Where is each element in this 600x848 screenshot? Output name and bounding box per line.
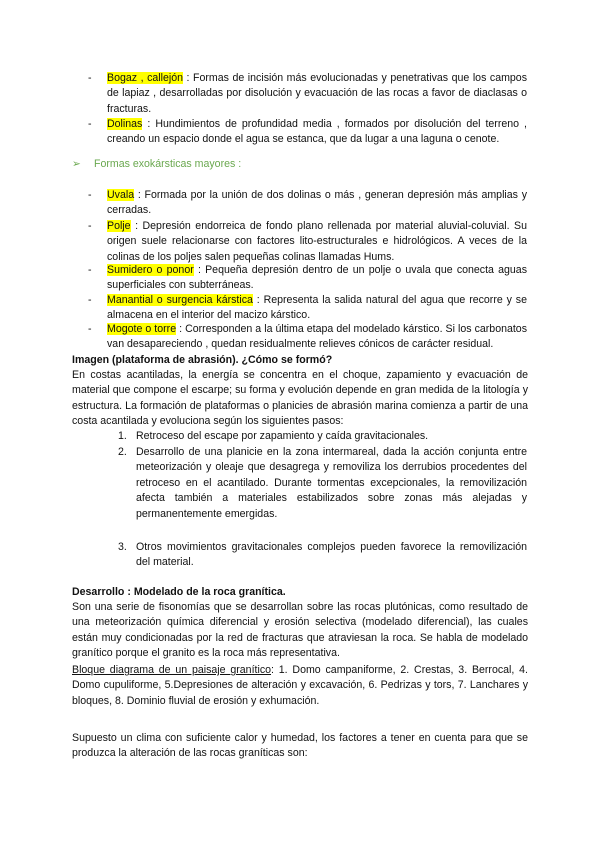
step-number: 1. xyxy=(118,430,127,442)
bullet-marker: - xyxy=(88,72,92,84)
arrow-icon: ➢ xyxy=(72,158,81,170)
step-text: Retroceso del escape por zapamiento y caída gravitacionales. xyxy=(136,430,429,442)
list-item xyxy=(107,322,527,353)
highlighted-term: Manantial o surgencia kárstica xyxy=(107,294,253,306)
highlighted-term: Polje xyxy=(107,220,131,232)
highlighted-term: Mogote o torre xyxy=(107,323,177,335)
item-text: : Formada por la unión de dos dolinas o más , generan depresión más amplias y cerradas. xyxy=(107,189,527,217)
bullet-marker: - xyxy=(88,220,92,232)
closing-paragraph: Supuesto un clima con suficiente calor y humedad, los factores a tener en cuenta para que se produzca la alteración de las rocas graníticas son: xyxy=(72,732,528,760)
list-item xyxy=(107,219,527,265)
bullet-marker: - xyxy=(88,323,92,335)
step-number: 2. xyxy=(118,446,127,458)
item-text: : Depresión endorreica de fondo plano rellenada por material aluvial-coluvial. Su origen suele relacionarse con factores lito-estructurales e hidrológicos. A veces de la colinas de los poljes salen pequeñas colinas llamadas Hums. xyxy=(107,220,527,263)
bullet-marker: - xyxy=(88,189,92,201)
subheading-text: Formas exokársticas mayores : xyxy=(94,158,242,170)
diagram-caption-label: Bloque diagrama de un paisaje granítico xyxy=(72,664,272,676)
item-text: : Formas de incisión más evolucionadas y penetrativas que los campos de lapiaz , desarrolladas por disolución y evacuación de las rocas a favor de diaclasas o fracturas. xyxy=(107,72,527,115)
list-item xyxy=(107,293,527,324)
list-item xyxy=(107,71,527,117)
item-text: : Pequeña depresión dentro de un polje o uvala que conecta aguas superficiales con subterráneas. xyxy=(107,264,527,292)
highlighted-term: Bogaz , callejón xyxy=(107,72,183,84)
list-item xyxy=(107,117,527,148)
section-title: Imagen (plataforma de abrasión). ¿Cómo se formó? xyxy=(72,354,333,366)
list-item xyxy=(107,188,527,219)
item-text: : Hundimientos de profundidad media , formados por disolución del terreno , creando un espacio donde el agua se estanca, que da lugar a una laguna o cenote. xyxy=(107,118,527,146)
section-intro: Son una serie de fisonomías que se desarrollan sobre las rocas plutónicas, como resultado de una meteorización química diferencial y erosión selectiva (modelado diferencial), las cuales están muy condicionadas por la red de fracturas que atraviesan la roca. Se habla de modelado granítico porque el granito es la roca más representativa. xyxy=(72,601,528,660)
bullet-marker: - xyxy=(88,294,92,306)
subheading xyxy=(72,157,241,172)
step-number: 3. xyxy=(118,541,127,553)
section-title: Desarrollo : Modelado de la roca granítica. xyxy=(72,586,286,598)
step-text: Desarrollo de una planicie en la zona intermareal, dada la acción conjunta entre meteorización y oleaje que desagrega y removiliza los derrubios procedentes del retroceso en el acantilado. Durante tormentas excepcionales, la removilización afecta también a materiales estabilizados sobre zonas más alejadas y permanentemente emergidas. xyxy=(136,446,527,520)
highlighted-term: Dolinas xyxy=(107,118,143,130)
diagram-caption-text: : 1. Domo campaniforme, 2. Crestas, 3. Berrocal, 4. Domo cupuliforme, 5.Depresiones de alteración y excavación, 6. Pedrizas y tors, 7. Lanchares y bloques, 8. Dominio fluvial de erosión y exhumación. xyxy=(72,664,528,707)
bullet-marker: - xyxy=(88,118,92,130)
step-text: Otros movimientos gravitacionales complejos pueden favorece la removilización del material. xyxy=(136,541,527,569)
section-intro: En costas acantiladas, la energía se concentra en el choque, zapamiento y evacuación de material que compone el escarpe; su forma y evolución depende en gran medida de la litología y estructura. La formación de plataformas o planicies de abrasión marina comienza a partir de una costa acantilada y evoluciona según los siguientes pasos: xyxy=(72,369,528,428)
diagram-caption xyxy=(72,663,528,709)
bullet-marker: - xyxy=(88,264,92,276)
item-text: : Corresponden a la última etapa del modelado kárstico. Si los carbonatos van desapareciendo , quedan residualmente relieves cónicos de carácter residual. xyxy=(107,323,527,351)
list-item xyxy=(107,263,527,294)
highlighted-term: Uvala xyxy=(107,189,135,201)
item-text: : Representa la salida natural del agua que recorre y se almacena en el interior del macizo kárstico. xyxy=(107,294,527,322)
highlighted-term: Sumidero o ponor xyxy=(107,264,194,276)
